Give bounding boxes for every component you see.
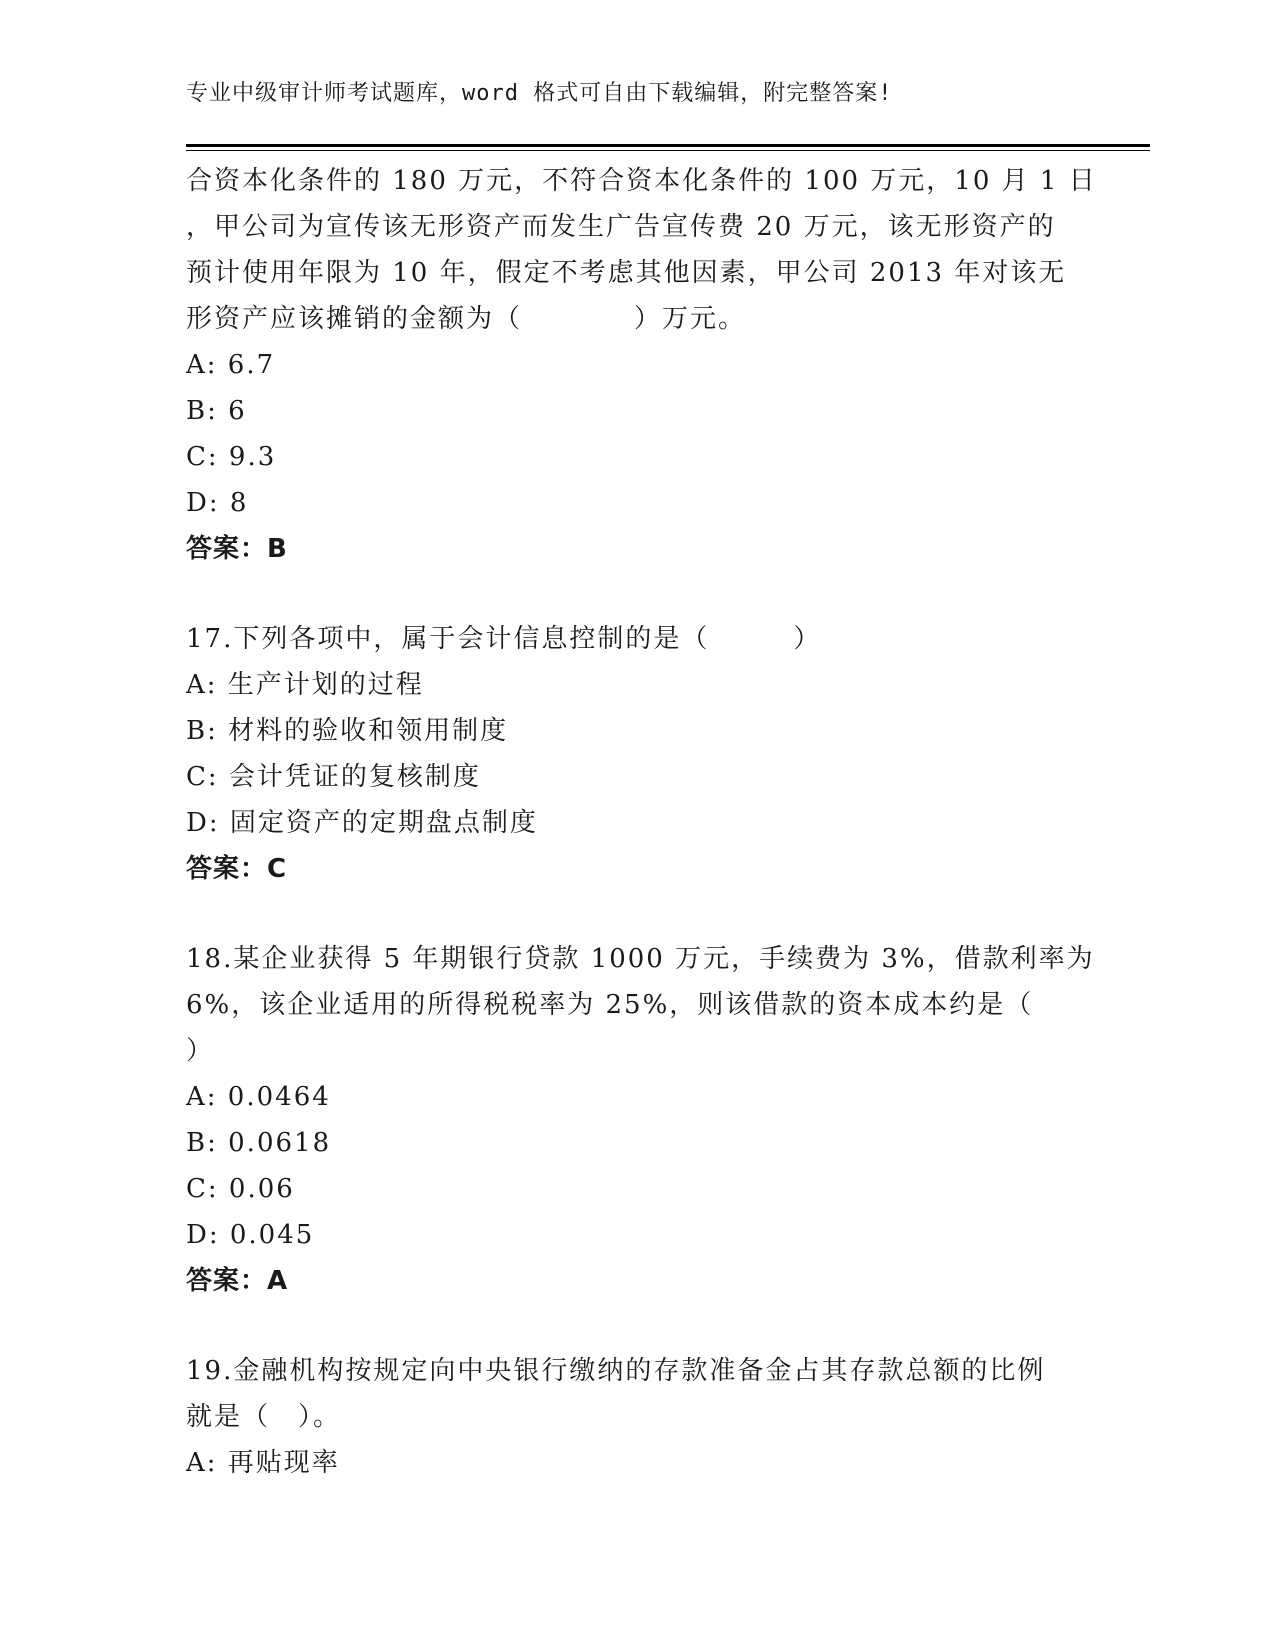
question-stem-line: ，甲公司为宣传该无形资产而发生广告宣传费 20 万元，该无形资产的 xyxy=(186,212,1056,242)
question-stem-line: 形资产应该摊销的金额为（ ）万元。 xyxy=(186,304,747,334)
option-d: D: 8 xyxy=(186,488,249,518)
option-a: A: 6.7 xyxy=(186,350,276,380)
question-list xyxy=(186,158,1097,1486)
option-d: D: 固定资产的定期盘点制度 xyxy=(186,808,538,838)
option-b: B: 材料的验收和领用制度 xyxy=(186,716,509,746)
option-c: C: 9.3 xyxy=(186,442,277,472)
question-stem-line: 19.金融机构按规定向中央银行缴纳的存款准备金占其存款总额的比例 xyxy=(186,1356,1046,1386)
question-stem-line: ） xyxy=(186,1036,215,1066)
question-18 xyxy=(186,936,1095,1304)
option-b: B: 6 xyxy=(186,396,247,426)
spacer xyxy=(186,1304,1086,1348)
spacer xyxy=(186,572,1086,616)
question-stem-line: 6%，该企业适用的所得税税率为 25%，则该借款的资本成本约是（ xyxy=(186,990,1034,1020)
option-d: D: 0.045 xyxy=(186,1220,315,1250)
option-c: C: 0.06 xyxy=(186,1174,295,1204)
question-stem-line: 17.下列各项中，属于会计信息控制的是（ ） xyxy=(186,624,822,654)
option-a: A: 生产计划的过程 xyxy=(186,670,424,700)
question-stem-line: 18.某企业获得 5 年期银行贷款 1000 万元，手续费为 3%，借款利率为 xyxy=(186,944,1095,974)
question-19 xyxy=(186,1348,1086,1486)
answer-label: 答案：A xyxy=(186,1266,289,1296)
option-c: C: 会计凭证的复核制度 xyxy=(186,762,481,792)
question-stem-line: 就是（ ）。 xyxy=(186,1402,342,1432)
question-stem-line: 预计使用年限为 10 年，假定不考虑其他因素，甲公司 2013 年对该无 xyxy=(186,258,1067,288)
header-rule-thin xyxy=(186,150,1150,151)
question-16-continued xyxy=(186,158,1097,572)
question-17 xyxy=(186,616,1086,892)
spacer xyxy=(186,892,1086,936)
question-stem-line: 合资本化条件的 180 万元，不符合资本化条件的 100 万元，10 月 1 日 xyxy=(186,166,1097,196)
answer-label: 答案：C xyxy=(186,854,288,884)
option-a: A: 再贴现率 xyxy=(186,1448,340,1478)
option-a: A: 0.0464 xyxy=(186,1082,331,1112)
page-header: 专业中级审计师考试题库，word 格式可自由下载编辑，附完整答案! xyxy=(186,81,893,106)
answer-label: 答案：B xyxy=(186,534,288,564)
header-rule-thick xyxy=(186,144,1150,147)
option-b: B: 0.0618 xyxy=(186,1128,332,1158)
